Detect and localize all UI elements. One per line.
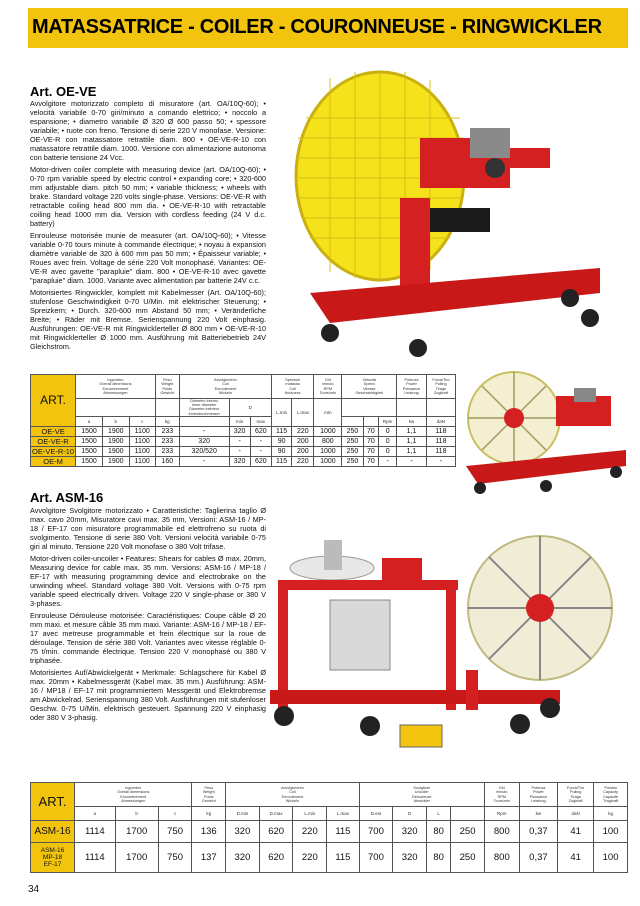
cell: 1900: [102, 426, 129, 436]
uncoiler-header: Svolgitore Uncoiler Dérouleuse Abwickler: [359, 783, 484, 807]
row-label: OE-VE-R: [31, 436, 76, 446]
asm-desc-en: Motor-driven coiler-uncoiler • Features: Shears for cables Ø max. 20mm, Measuring device for cable max. 35 mm. Versions: ASM-16 / MP-18 / EF-17 with measuring programming device and electrobrake on the unwinding wheel. Standard voltage 380 Volt. Versions with 0-75 rpm variable speed electrically driven. Voltage 220 V single-phase or 380 V 3-phases.: [30, 554, 266, 608]
cell: 750: [158, 821, 192, 843]
sub-header: D.max: [259, 807, 293, 821]
cell: 1,1: [397, 426, 427, 436]
row-label: OE-VE-R-10: [32, 446, 75, 456]
rpm-header: Giri minuto RPM Tours/min: [484, 783, 519, 807]
cell: 220: [293, 843, 327, 873]
cell: -: [250, 436, 271, 446]
cell: 70: [363, 456, 379, 466]
cell: 160: [155, 456, 179, 466]
cell: 250: [342, 436, 363, 446]
cell: 1,1: [397, 446, 427, 456]
cell: -: [426, 456, 455, 466]
cell: 1900: [102, 446, 129, 456]
cell: 115: [327, 821, 359, 843]
rpm-header: Giri minuto RPM Tours/min: [314, 375, 342, 399]
asm-desc-fr: Enrouleuse Dérouleuse motorisée: Caractéristiques: Coupe câble Ø 20 mm maxi. et mesure câble 35 mm maxi. Variante: ASM-16 / MP-18 / EF-17 avec metreuse programmable et frein électrique sur la roue de déroulage. Tension de série 380 Volt. Variantes avec vitesse réglable 0-75 t/min. commande électrique. Tension 220 V monophasé ou 380 V triphasée.: [30, 611, 266, 665]
cell: 220: [292, 426, 314, 436]
c-header: c: [129, 416, 155, 426]
sub-header: D.min: [226, 807, 260, 821]
cell: 1900: [102, 456, 129, 466]
cell: 320: [229, 456, 250, 466]
cell: 200: [292, 446, 314, 456]
rpm-unit: Rpm: [379, 416, 397, 426]
cell: 0,37: [519, 843, 557, 873]
oeve-machine-image: [270, 58, 630, 376]
oeve-desc-it: Avvolgitore motorizzato completo di misuratore (art. OA/10Q-60); • velocità variabile 0-70 giri/minuto a comando elettrico; • noccolo a espansione; • diametro variabile Ø 320 Ø 600 passo 50; • spessore variabile; • ruote con freno. Tensione di serie 220 V monofase. Versione: OE-VE-R con matassatore retrattile diam. 800 • OE-VE-R-10 con matassatore retrattile diam. 1000. Versione con alimentazione autonoma con batterie tensione 24 Vcc.: [30, 99, 266, 162]
sub-header: b: [115, 807, 158, 821]
sub-header: a: [75, 807, 116, 821]
cell: 200: [292, 436, 314, 446]
cell: 115: [327, 843, 359, 873]
cell: 0,37: [519, 821, 557, 843]
page-number: 34: [28, 884, 40, 895]
section-title-asm: Art. ASM-16: [30, 490, 104, 505]
oeve-desc-de: Motorisiertes Ringwickler, komplett mit Kabelmesser (Art. OA/10Q-60); stufenlose Geschwindigkeit 0-70 U/Min. mit elektrischer Steuerung; • Spreizkern; • Durch. 320-600 mm Abstand 50 mm; • Veränderliche Breite; • Räder mit Bremse. Serienspannung 220 Volt einphasig. Ausführungen: OE-VE-R mit Ringwicklerteller Ø 800 mm • OE-VE-R-10 mit Ringwicklerteller Ø 1000 mm. Ausführung mit Batteriebetrieb 24V Gleichstrom.: [30, 288, 266, 351]
sub-header: L: [426, 807, 450, 821]
cell: 1000: [314, 456, 342, 466]
cell: 750: [158, 843, 192, 873]
cell: 90: [271, 446, 291, 456]
sub-header: Rpm: [484, 807, 519, 821]
sub-header: kw: [519, 807, 557, 821]
sub-header: L.min: [293, 807, 327, 821]
cell: 1700: [115, 821, 158, 843]
cell: 90: [271, 436, 291, 446]
cell: 320: [393, 843, 427, 873]
pulling-header: Forza/Tiro Pulling Tirage Zugkraft: [426, 375, 455, 399]
cell: 1100: [129, 446, 155, 456]
table-row: [31, 446, 456, 456]
inner-diameter-header: Diametro interno Inner diameter Diamètre intérieur Innendurchmesser: [179, 399, 229, 417]
kw-unit: kw: [397, 416, 427, 426]
cell: 1500: [76, 426, 103, 436]
cell: 118: [426, 426, 455, 436]
cell: 620: [250, 426, 271, 436]
cell: 41: [558, 821, 594, 843]
coil-header: Avvolgimento Coil Enroulement Wickeln: [226, 783, 360, 807]
oeve-desc-en: Motor-driven coiler complete with measuring device (art. OA/10Q-60); • 0-70 rpm variable speed by electric control • expanding core; • 320-600 mm adjustable diam. pitch 50 mm; • variable thickness; • wheels with brake. Standard voltage 220 volts single-phase. Versions: OE-VE-R with retractable coiling head 800 mm dia. • OE-VE-R-10 with retractable coiling head 1000 mm dia. Version with cordless feeding (24 V d.c. battery): [30, 165, 266, 228]
cell: 220: [292, 456, 314, 466]
b-header: b: [102, 416, 129, 426]
page-title: MATASSATRICE - COILER - COURONNEUSE - RINGWICKLER: [32, 16, 602, 38]
cell: 250: [342, 446, 363, 456]
cell: 700: [359, 821, 393, 843]
max-header: max: [250, 416, 271, 426]
asm-spec-table: [30, 782, 628, 873]
cell: 1500: [76, 456, 103, 466]
cell: 115: [271, 456, 291, 466]
table-row: [31, 821, 628, 843]
min-header: min: [229, 416, 250, 426]
cell: 320/520: [179, 446, 229, 456]
cell: 800: [314, 436, 342, 446]
cell: 115: [271, 426, 291, 436]
cell: 0: [379, 446, 397, 456]
cell: 250: [342, 456, 363, 466]
cell: 1114: [75, 843, 116, 873]
asm-description: [30, 506, 266, 725]
cell: 320: [179, 436, 229, 446]
cell: 1900: [102, 436, 129, 446]
pulling-header: Forza/Tiro Pulling Tirage Zugkraft: [558, 783, 594, 807]
row-label: ASM-16 MP-18 EF-17: [31, 843, 75, 873]
cell: 620: [259, 843, 293, 873]
section-title-oeve: Art. OE-VE: [30, 84, 97, 99]
power-header: Potenza Power Puissance Leistung: [397, 375, 427, 399]
cell: 0: [379, 436, 397, 446]
cell: 100: [594, 821, 628, 843]
kg-header: kg: [155, 416, 179, 426]
table-row: [31, 456, 456, 466]
dan-unit: daN: [426, 416, 455, 426]
table-row: [31, 426, 456, 436]
asm-desc-it: Avvolgitore Svolgitore motorizzato • Caratteristiche: Taglierina taglio Ø max. cavo 20mm, Misuratore cavi max. 35 mm, Versioni: ASM-16 / MP-18 / EF-17 con misuratore programmabile ed elettrofreno su ruota di svolgimento. Tensione di serie 380 Volt. Versioni velocità variabile 0-75 giri al minuto. Tensione 220 Volt monofase o 380 Volt trifase.: [30, 506, 266, 551]
cell: 136: [192, 821, 226, 843]
capacity-header: Portata Capacity Capacité Tragkraft: [594, 783, 628, 807]
mm-header: mm: [314, 399, 342, 427]
cell: -: [229, 436, 250, 446]
dims-header: Ingombro Overall dimensions Encombrement Abmessungen: [75, 783, 192, 807]
cell: 620: [250, 456, 271, 466]
cell: 320: [226, 843, 260, 873]
cell: 80: [426, 843, 450, 873]
asm-machine-image: [270, 520, 632, 785]
cell: 250: [342, 426, 363, 436]
sub-header: D.ext: [359, 807, 393, 821]
cell: 250: [451, 843, 485, 873]
cell: 70: [363, 446, 379, 456]
row-label: OE-M: [31, 456, 76, 466]
row-label: OE-VE: [31, 426, 76, 436]
cell: -: [379, 456, 397, 466]
table-row: [31, 843, 628, 873]
sub-header: D: [393, 807, 427, 821]
cell: 1100: [129, 436, 155, 446]
cell: 620: [259, 821, 293, 843]
cell: 1000: [314, 426, 342, 436]
sub-header: [451, 807, 485, 821]
cell: 320: [229, 426, 250, 436]
sub-header: daN: [558, 807, 594, 821]
cell: 1114: [75, 821, 116, 843]
cell: 137: [192, 843, 226, 873]
sub-header: c: [158, 807, 192, 821]
oeve-description: [30, 99, 266, 354]
cell: -: [179, 456, 229, 466]
cell: 0: [379, 426, 397, 436]
oeve-desc-fr: Enrouleuse motorisée munie de measurer (art. OA/10Q-60); • Vitesse variable 0-70 tours minute à commande électrique; • noyau à expansion diamètre variable de 320 à 600 mm pas 50 mm; • Épaisseur variable; • Roues avec frein. Voltage de série 220 Volt monophasé. Variantes: OE-VE-R avec gavette "parapluie" diam. 800 • OE-VE-R-10 avec gavette "parapluie" diam. 1000. Variante avec alimentation par batterie 24V c.c.: [30, 231, 266, 285]
cell: 800: [484, 843, 519, 873]
art-header: ART.: [31, 783, 75, 821]
table-row: [31, 436, 456, 446]
d-header: D: [229, 399, 271, 417]
cell: 1500: [76, 436, 103, 446]
cell: 233: [155, 436, 179, 446]
sub-header: L.max: [327, 807, 359, 821]
cell: 1000: [314, 446, 342, 456]
dims-header: Ingombro Overall dimensions Encombrement Abmessungen: [76, 375, 156, 399]
asm-desc-de: Motorisiertes Auf/Abwickelgerät • Merkmale: Schlagschere für Kabel Ø max. 20mm • Kabelmessgerät (Kabel max. 35 mm.) Ausführung: ASM-16 / MP18 / EF-17 mit programmiertem Messgerät und Elektrobremse am Abwickelrad. Serienspannung 380 Volt. Ausführungen mit stufenloser Geschw. 0-75 U/Min. elektrisch gesteuert. Spannung 220 V einphasig oder 380 V 3-phasig.: [30, 668, 266, 722]
cell: 1100: [129, 426, 155, 436]
cell: 118: [426, 436, 455, 446]
cell: 118: [426, 446, 455, 456]
cell: -: [179, 426, 229, 436]
cell: 1100: [129, 456, 155, 466]
oeve-spec-table: [30, 374, 456, 467]
cell: 320: [393, 821, 427, 843]
cell: 220: [293, 821, 327, 843]
power-header: Potenza Power Puissance Leistung: [519, 783, 557, 807]
cell: 1500: [76, 446, 103, 456]
coil-header: Avvolgimento Coil Enroulement Wickeln: [179, 375, 271, 399]
oeve-r-machine-image: [456, 358, 632, 498]
cell: 80: [426, 821, 450, 843]
cell: 41: [558, 843, 594, 873]
cell: 1,1: [397, 436, 427, 446]
cell: 70: [363, 436, 379, 446]
page-header: [28, 8, 628, 48]
row-label: ASM-16: [31, 821, 75, 843]
cell: 70: [363, 426, 379, 436]
speed-header: Velocità Speed Vitesse Geschwindigkeit: [342, 375, 397, 399]
art-header: ART.: [31, 375, 76, 427]
cell: -: [229, 446, 250, 456]
cell: 250: [451, 821, 485, 843]
lmax-header: L.max: [292, 399, 314, 427]
cell: -: [250, 446, 271, 456]
cell: 233: [155, 426, 179, 436]
weight-header: Peso Weight Poids Gewicht: [192, 783, 226, 807]
cell: 1700: [115, 843, 158, 873]
sub-header: kg: [594, 807, 628, 821]
cell: 100: [594, 843, 628, 873]
coil-thickness-header: Spessori matassa Coil thickness: [271, 375, 313, 399]
weight-header: Peso Weight Poids Gewicht: [155, 375, 179, 399]
a-header: a: [76, 416, 103, 426]
cell: -: [397, 456, 427, 466]
lmin-header: L.min: [271, 399, 291, 427]
cell: 233: [155, 446, 179, 456]
cell: 700: [359, 843, 393, 873]
cell: 800: [484, 821, 519, 843]
cell: 320: [226, 821, 260, 843]
sub-header: kg: [192, 807, 226, 821]
